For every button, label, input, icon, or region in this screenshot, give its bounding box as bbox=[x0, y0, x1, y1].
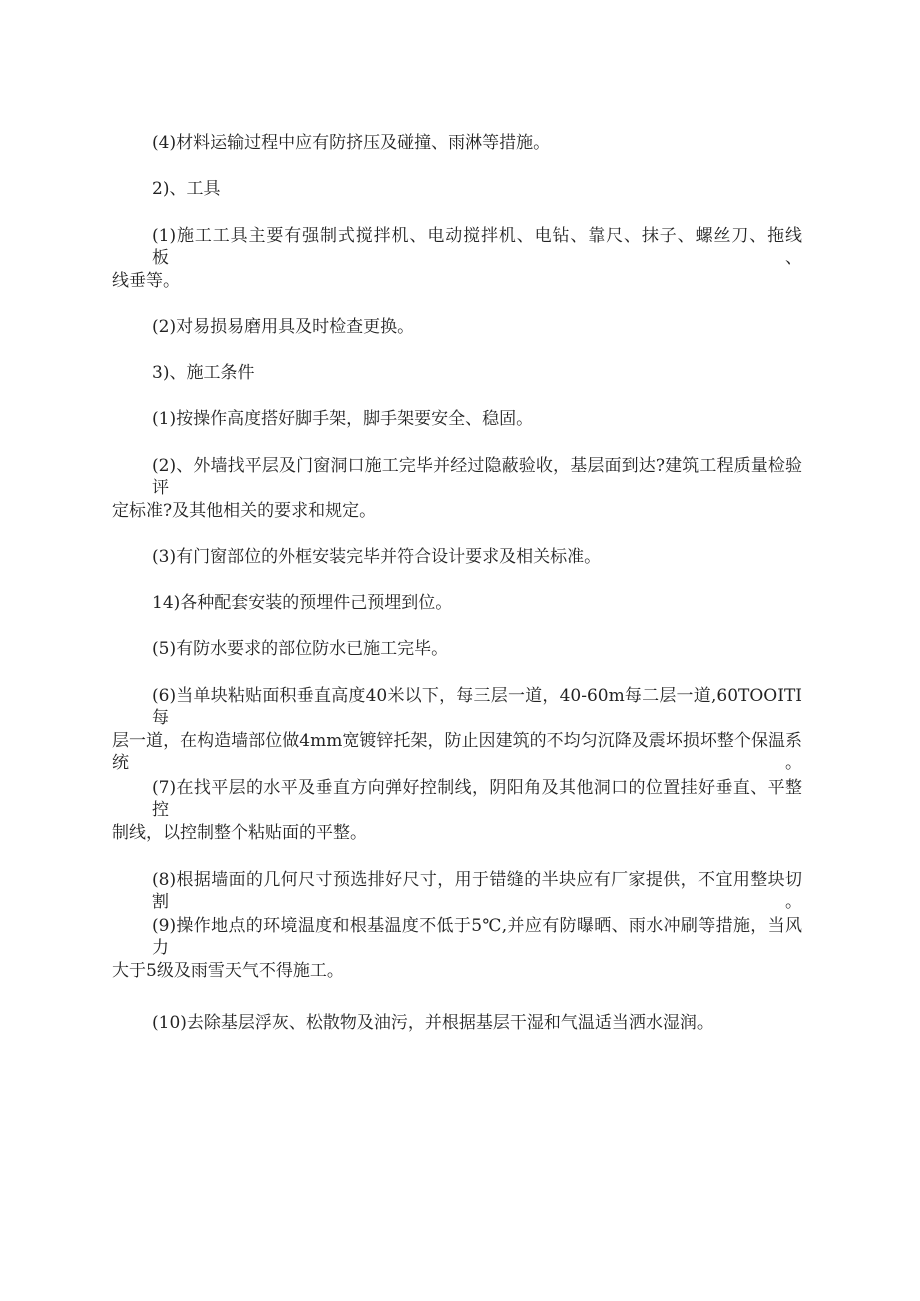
paragraph-line-9-temperature-cont: 大于5级及雨雪天气不得施工。 bbox=[112, 961, 344, 981]
paragraph-line-5-waterproof: (5)有防水要求的部位防水已施工完毕。 bbox=[152, 639, 449, 659]
section-heading-tools: 2)、工具 bbox=[152, 179, 221, 199]
paragraph-line-7-control-lines: (7)在找平层的水平及垂直方向弹好控制线，阴阳角及其他洞口的位置挂好垂直、平整控 bbox=[152, 778, 802, 820]
paragraph-line-10-cleaning: (10)去除基层浮灰、松散物及油污，并根据基层干湿和气温适当洒水湿润。 bbox=[152, 1013, 714, 1033]
paragraph-line-1-tools-cont: 线垂等。 bbox=[112, 271, 180, 291]
paragraph-line-9-temperature: (9)操作地点的环境温度和根基温度不低于5℃,并应有防曝晒、雨水冲刷等措施，当风力 bbox=[152, 916, 802, 958]
paragraph-line-7-control-lines-cont: 制线，以控制整个粘贴面的平整。 bbox=[112, 823, 367, 843]
paragraph-line-6-bonding-cont: 层一道，在构造墙部位做4mm宽镀锌托架，防止因建筑的不均匀沉降及震坏损坏整个保温系统。 bbox=[112, 731, 802, 773]
section-heading-conditions: 3)、施工条件 bbox=[152, 363, 255, 383]
paragraph-line-4-embedded: 14)各种配套安装的预埋件己预埋到位。 bbox=[152, 593, 453, 613]
paragraph-line-1-scaffold: (1)按操作高度搭好脚手架，脚手架要安全、稳固。 bbox=[152, 409, 534, 429]
paragraph-line-2-tools: (2)对易损易磨用具及时检查更换。 bbox=[152, 317, 415, 337]
paragraph-line-2-wall: (2)、外墙找平层及门窗洞口施工完毕并经过隐蔽验收，基层面到达?建筑工程质量检验评 bbox=[152, 456, 802, 498]
paragraph-line-1-tools: (1)施工工具主要有强制式搅拌机、电动搅拌机、电钻、靠尺、抹子、螺丝刀、拖线板、 bbox=[152, 226, 802, 268]
paragraph-line-6-bonding: (6)当单块粘贴面积垂直高度40米以下，每三层一道，40-60m每二层一道,60TOOITI每 bbox=[152, 686, 802, 728]
paragraph-line-2-wall-cont: 定标准?及其他相关的要求和规定。 bbox=[112, 501, 377, 521]
paragraph-line-4-transport: (4)材料运输过程中应有防挤压及碰撞、雨淋等措施。 bbox=[152, 133, 551, 153]
paragraph-line-8-dimensions: (8)根据墙面的几何尺寸预选排好尺寸，用于错缝的半块应有厂家提供，不宜用整块切割。 bbox=[152, 870, 802, 912]
paragraph-line-3-frames: (3)有门窗部位的外框安装完毕并符合设计要求及相关标准。 bbox=[152, 547, 602, 567]
